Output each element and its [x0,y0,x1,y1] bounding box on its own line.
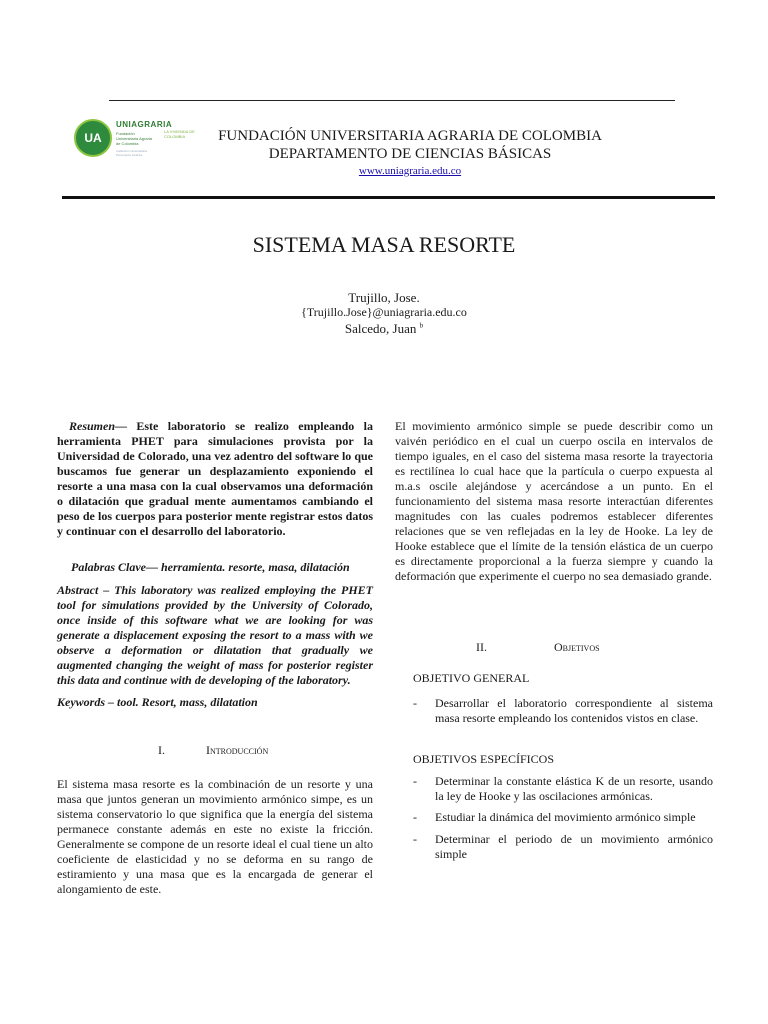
keywords-es: Palabras Clave— herramienta. resorte, masa, dilatación [71,560,350,574]
intro-paragraph-continued: El movimiento armónico simple se puede describir como un vaivén periódico en el cual un cuerpo oscila en intervalos de tiempo iguales, en el caso del sistema masa resorte la trayectoria es rectilínea lo cual hace que la partícula o cuerpo expuesta al m.a.s oscile alejándose y acercándose a un punto. En el funcionamiento del sistema masa resorte interactúan diferentes magnitudes con las cuales podremos establecer diferentes relaciones que se ven reflejadas en la ley de Hooke. La ley de Hooke establece que el límite de la tensión elástica de un cuerpo es directamente proporcional a la fuerza siempre y cuando la deformación que experimente el cuerpo no sea demasiado grande. [395,419,713,583]
bullet-dash: - [413,810,417,824]
logo-small-text: Institución Universitaria Personería Jurídica [116,149,148,157]
general-objective-heading: OBJETIVO GENERAL [413,671,530,685]
paper-title: SISTEMA MASA RESORTE [252,232,516,257]
bullet-dash: - [413,696,417,710]
keywords-en: Keywords – tool. Resort, mass, dilatation [57,695,258,709]
list-item [413,832,713,862]
list-item [413,810,713,825]
abstract-text: Este laboratorio se realizo empleando la herramienta PHET para simulaciones provista por la Universidad de Colorado, una vez adentro del software lo que buscamos fue generar un desplazamiento exponiendo el resorte a una masa con la cual observamos una deformación o dilatación que gradual mente aumentamos cambiando el peso de los cuerpos para posterior mente registrar estos datos y continuar con el desarrollo del laboratorio. [57,419,373,538]
abstract-lead: Resumen— [69,419,128,433]
list-item-text: Desarrollar el laboratorio correspondiente al sistema masa resorte empleando los contenidos vistos en clase. [435,696,713,725]
website-link[interactable]: www.uniagraria.edu.co [358,165,462,177]
institution-name: FUNDACIÓN UNIVERSITARIA AGRARIA DE COLOMBIA [218,128,602,144]
bullet-dash: - [413,832,417,846]
list-item-text: Determinar la constante elástica K de un resorte, usando la ley de Hooke y las oscilaciones armónicas. [435,774,713,803]
logo-name: UNIAGRARIA [116,120,173,129]
logo-tagline: LA VIVIENDA DE COLOMBIA [164,129,195,139]
list-item [413,774,713,804]
coauthor-name-text: Salcedo, Juan [344,321,417,336]
department-name: DEPARTAMENTO DE CIENCIAS BÁSICAS [268,146,552,162]
logo-badge-icon: UA [74,119,112,157]
bullet-dash: - [413,774,417,788]
header-top-rule [109,100,675,101]
section-number: I. [158,743,165,757]
abstract-es [57,419,373,539]
logo-subtitle: Fundación Universitaria Agraria de Colombia [116,131,153,146]
section-title: Objetivos [554,640,600,654]
author-name: Trujillo, Jose. [348,290,420,305]
list-item-text: Determinar el periodo de un movimiento armónico simple [435,832,713,861]
abstract-en: Abstract – This laboratory was realized employing the PHET tool for simulations provided by the University of Colorado, once inside of this software what we are looking for was generate a displacement exposing the resort to a mass with we observe a deformation or dilatation that gradually we augmented changing the weight of mass for posterior register this data and continue with de developing of the laboratory. [57,583,373,687]
list-item [413,696,713,726]
author-email: {Trujillo.Jose}@uniagraria.edu.co [301,305,467,319]
section-title: Introducción [206,743,269,757]
section-number: II. [476,640,487,654]
list-item-text: Estudiar la dinámica del movimiento armónico simple [435,810,696,824]
intro-paragraph: El sistema masa resorte es la combinación de un resorte y una masa que juntos generan un movimiento armónico simpe, es un sistema conservatorio lo que significa que la energía del sistema permanece constante además en este no existe la fricción. Generalmente se compone de un resorte ideal el cual tiene un alto coeficiente de elasticidad y no se deforma en su rango de estiramiento y una masa que es la encargada de generar el alongamiento de este. [57,777,373,896]
header-bottom-rule [62,196,715,199]
coauthor-name [0,321,768,337]
coauthor-affiliation-mark: b [419,321,424,330]
specific-objectives-heading: OBJETIVOS ESPECÍFICOS [413,752,555,766]
